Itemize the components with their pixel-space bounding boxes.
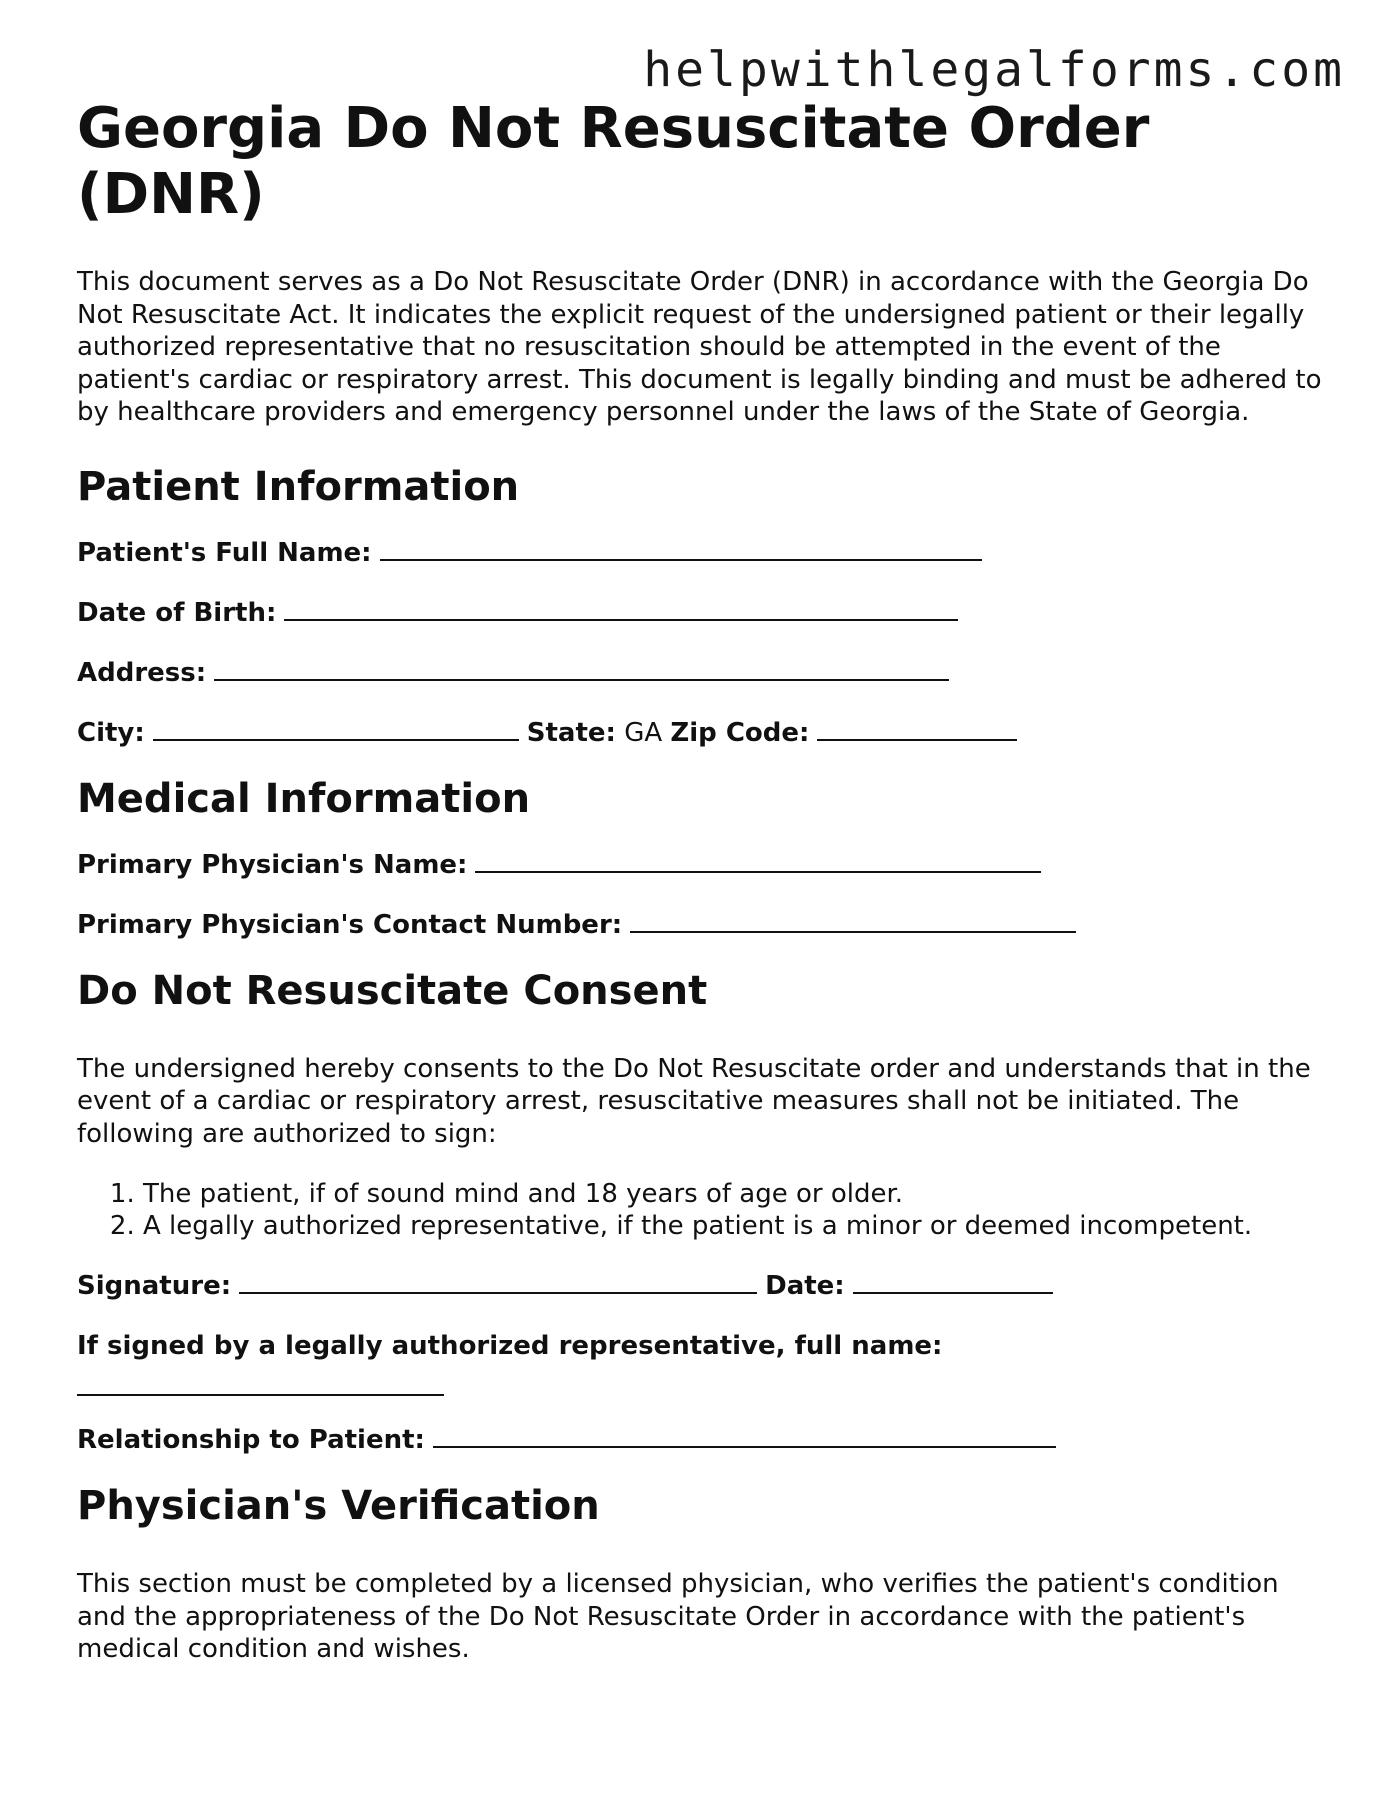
list-item: 2. A legally authorized representative, if the patient is a minor or deemed incompetent. <box>143 1210 1327 1242</box>
relationship-field <box>77 1424 1327 1456</box>
signature-label: Signature: <box>77 1271 232 1301</box>
patient-full-name-field <box>77 537 1327 569</box>
page-title: Georgia Do Not Resuscitate Order (DNR) <box>77 96 1150 227</box>
physician-contact-field <box>77 909 1327 941</box>
rep-name-input[interactable] <box>77 1372 444 1396</box>
city-state-zip-field <box>77 717 1327 749</box>
rep-name-label: If signed by a legally authorized representative, full name: <box>77 1331 943 1361</box>
medical-info-heading: Medical Information <box>77 775 531 822</box>
verification-paragraph: This section must be completed by a licensed physician, who verifies the patient's condition and the appropriateness of the Do Not Resuscitate Order in accordance with the patient's medical condition and wishes. <box>77 1569 1279 1664</box>
document-page <box>77 96 1327 1666</box>
patient-info-heading: Patient Information <box>77 463 520 510</box>
physician-contact-input[interactable] <box>630 909 1076 933</box>
physician-name-input[interactable] <box>475 849 1041 873</box>
relationship-label: Relationship to Patient: <box>77 1425 425 1455</box>
zip-input[interactable] <box>817 717 1017 741</box>
verification-heading: Physician's Verification <box>77 1483 600 1529</box>
zip-label: Zip Code: <box>670 717 810 748</box>
date-input[interactable] <box>853 1270 1053 1294</box>
address-input[interactable] <box>214 657 949 681</box>
signature-input[interactable] <box>239 1270 757 1294</box>
consent-heading: Do Not Resuscitate Consent <box>77 967 708 1014</box>
dob-field <box>77 597 1327 629</box>
state-label: State: <box>526 717 616 748</box>
address-field <box>77 657 1327 689</box>
intro-paragraph: This document serves as a Do Not Resuscitate Order (DNR) in accordance with the Georgia Do Not Resuscitate Act. It indicates the explicit request of the undersigned patient or their legally authorized representative that no resuscitation should be attempted in the event of the patient's cardiac or respiratory arrest. This document is legally binding and must be adhered to by healthcare providers and emergency personnel under the laws of the State of Georgia. <box>77 267 1322 427</box>
dob-input[interactable] <box>284 597 958 621</box>
authorized-signers-list <box>77 1178 1327 1242</box>
physician-contact-label: Primary Physician's Contact Number: <box>77 909 623 940</box>
date-label: Date: <box>765 1271 845 1301</box>
physician-name-label: Primary Physician's Name: <box>77 849 468 880</box>
city-label: City: <box>77 717 145 748</box>
consent-paragraph: The undersigned hereby consents to the Do Not Resuscitate order and understands that in the event of a cardiac or respiratory arrest, resuscitative measures shall not be initiated. The following are authorized to sign: <box>77 1053 1311 1149</box>
list-item: 1. The patient, if of sound mind and 18 years of age or older. <box>143 1178 1327 1210</box>
physician-name-field <box>77 849 1327 881</box>
patient-full-name-input[interactable] <box>380 537 982 561</box>
address-label: Address: <box>77 657 207 688</box>
relationship-input[interactable] <box>433 1424 1056 1448</box>
rep-name-field <box>77 1330 1327 1396</box>
watermark: helpwithlegalforms.com <box>643 42 1345 98</box>
state-value: GA <box>624 717 663 748</box>
signature-date-field <box>77 1270 1327 1302</box>
city-input[interactable] <box>153 717 519 741</box>
dob-label: Date of Birth: <box>77 597 277 628</box>
patient-full-name-label: Patient's Full Name: <box>77 537 372 568</box>
